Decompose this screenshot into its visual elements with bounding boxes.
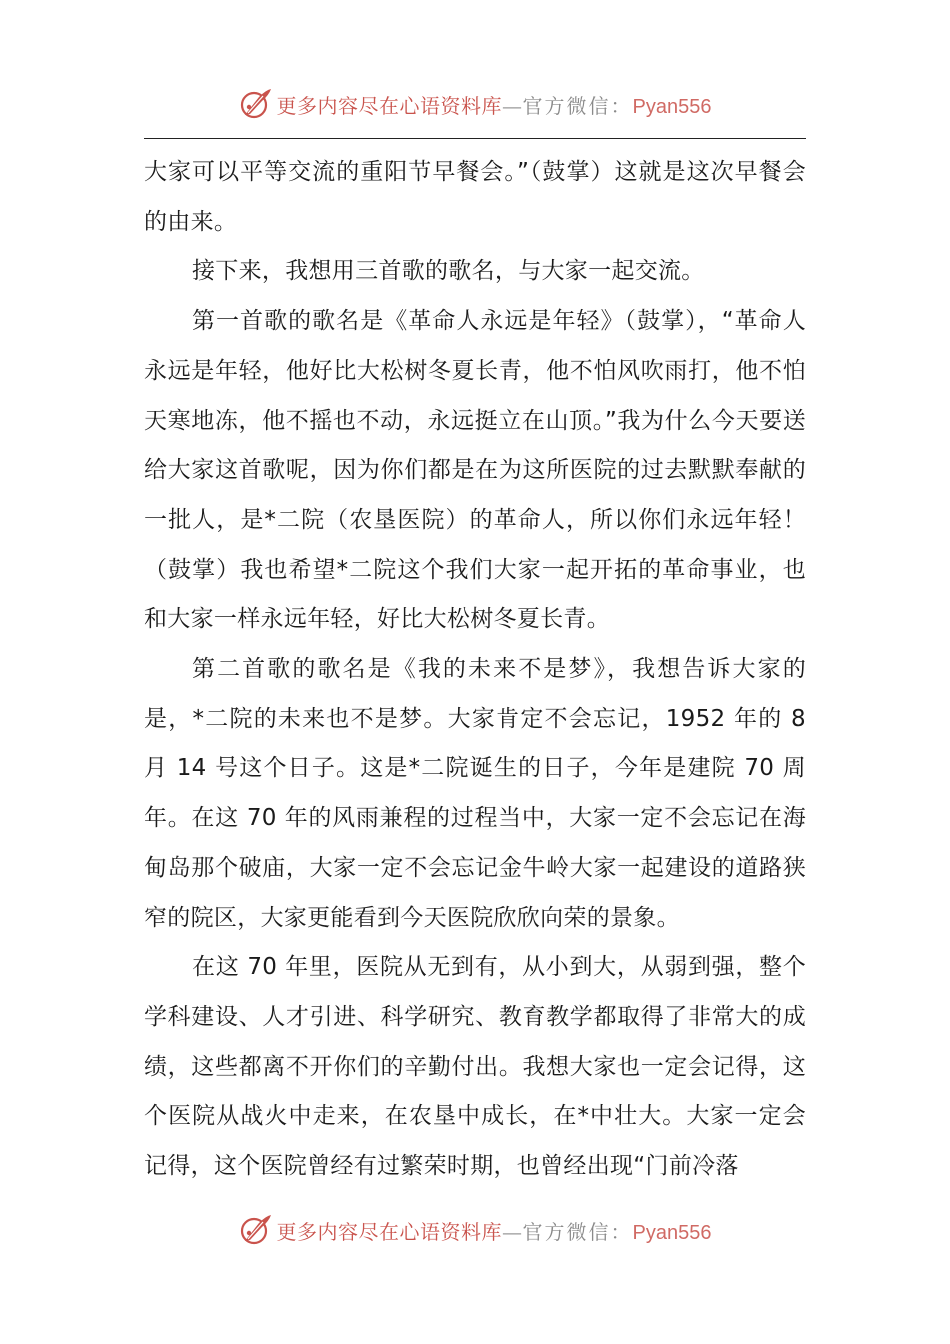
paragraph: 第二首歌的歌名是《我的未来不是梦》，我想告诉大家的是，*二院的未来也不是梦。大家肯定不会忘记，1952 年的 8 月 14 号这个日子。这是*二院诞生的日子，今年是建院 70 周年。在这 70 年的风雨兼程的过程当中，大家一定不会忘记在海甸岛那个破庙，大家一定不会忘记金牛岭大家一起建设的道路狭窄的院区，大家更能看到今天医院欣欣向荣的景象。 xyxy=(144,656,806,931)
footer-wechat-id: Pyan556 xyxy=(632,1221,712,1244)
header-promo-text: 更多内容尽在心语资料库 xyxy=(276,93,503,118)
paragraph: 接下来，我想用三首歌的歌名，与大家一起交流。 xyxy=(192,258,705,285)
header-banner xyxy=(0,84,950,124)
header-wechat-id: Pyan556 xyxy=(632,95,712,118)
header-divider xyxy=(144,138,806,139)
paragraph: 第一首歌的歌名是《革命人永远是年轻》（鼓掌），“革命人永远是年轻，他好比大松树冬夏长青，他不怕风吹雨打，他不怕天寒地冻，他不摇也不动，永远挺立在山顶。”我为什么今天要送给大家这首歌呢，因为你们都是在为这所医院的过去默默奉献的一批人，是*二院（农垦医院）的革命人，所以你们永远年轻！（鼓掌）我也希望*二院这个我们大家一起开拓的革命事业，也和大家一样永远年轻，好比大松树冬夏长青。 xyxy=(144,308,806,633)
footer-promo-text: 更多内容尽在心语资料库 xyxy=(276,1219,503,1244)
paragraph: 在这 70 年里，医院从无到有，从小到大，从弱到强，整个学科建设、人才引进、科学研究、教育教学都取得了非常大的成绩，这些都离不开你们的辛勤付出。我想大家也一定会记得，这个医院从战火中走来，在农垦中成长，在*中壮大。大家一定会记得，这个医院曾经有过繁荣时期，也曾经出现“门前冷落 xyxy=(144,954,806,1180)
quill-logo-icon xyxy=(239,1213,273,1247)
footer-wechat-label: 官方微信： xyxy=(522,1219,633,1244)
footer-separator: — xyxy=(502,1219,523,1244)
header-wechat-label: 官方微信： xyxy=(522,93,633,118)
footer-banner xyxy=(0,1210,950,1250)
header-separator: — xyxy=(502,93,523,118)
paragraph: 大家可以平等交流的重阳节早餐会。”（鼓掌）这就是这次早餐会的由来。 xyxy=(144,159,806,235)
footer-promo xyxy=(277,1216,712,1245)
header-promo xyxy=(277,90,712,119)
document-body xyxy=(144,148,806,1192)
quill-logo-icon xyxy=(239,87,273,121)
